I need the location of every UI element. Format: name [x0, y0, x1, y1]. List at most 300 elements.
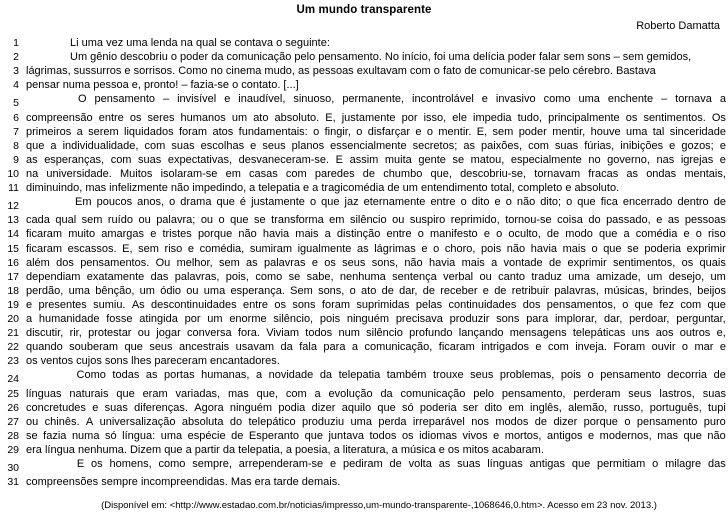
word: arrependeram-se — [238, 458, 324, 470]
line-text — [26, 92, 728, 106]
word: em — [508, 401, 524, 414]
word: modos — [495, 415, 529, 428]
line-number: 24 — [7, 373, 19, 386]
word: suspiro — [409, 214, 446, 227]
word: pediram — [342, 458, 383, 470]
text-line — [0, 312, 728, 326]
word: as — [26, 153, 38, 166]
word: não — [506, 242, 526, 255]
word: expectativas, — [167, 153, 233, 166]
word: uns — [631, 327, 650, 340]
word: se — [288, 270, 301, 283]
word: brindes, — [652, 284, 692, 297]
word: dito; — [540, 196, 562, 209]
word: planos — [291, 139, 325, 152]
word: telepáticas — [572, 327, 626, 340]
word: problemas, — [499, 369, 555, 382]
word: atingida — [139, 312, 178, 325]
word: eram — [142, 387, 168, 400]
word: impedia — [473, 111, 512, 124]
word: entre — [386, 228, 412, 241]
word: perguntar, — [676, 312, 726, 325]
text-line — [0, 195, 728, 213]
word: diferenças. — [134, 401, 188, 414]
word: individualidade, — [62, 139, 139, 152]
word: pelas — [415, 298, 443, 311]
word: o — [417, 228, 424, 241]
word: lançando — [458, 327, 504, 340]
word: oculto, — [508, 228, 541, 241]
word: uma — [68, 284, 90, 297]
word: como — [255, 270, 283, 283]
word: de — [713, 369, 726, 382]
word: justamente — [251, 196, 305, 209]
text-line — [0, 429, 728, 443]
word: presentes — [38, 298, 87, 311]
word: o — [566, 196, 573, 209]
word: as — [626, 167, 639, 180]
word: casas — [249, 167, 278, 180]
word: coisa — [557, 214, 583, 227]
word: Esperanto — [248, 429, 300, 442]
word: língua: — [122, 429, 156, 442]
word: e — [493, 429, 500, 442]
word: os — [681, 256, 694, 269]
word: amizade, — [596, 270, 641, 283]
line-text — [26, 111, 728, 125]
word: as — [246, 256, 258, 269]
text-line — [0, 256, 728, 270]
word: entre — [98, 111, 124, 124]
word: aquilo — [341, 401, 372, 414]
word: pensamento — [94, 93, 156, 106]
word: o — [433, 242, 440, 255]
word: que — [683, 429, 702, 442]
line-number: 18 — [7, 284, 19, 297]
word: porque — [197, 228, 233, 241]
word: palavras — [263, 256, 306, 269]
word: humanos — [180, 111, 226, 124]
word: dependiam — [26, 270, 81, 283]
word: fala — [299, 341, 317, 354]
word: que — [634, 298, 654, 311]
word: choro, — [444, 242, 476, 255]
word: traduz — [531, 270, 562, 283]
word: precisava — [395, 312, 443, 325]
line-text — [26, 242, 728, 256]
word: irreparável — [412, 415, 465, 428]
word: comunicação — [400, 387, 466, 400]
word: numa — [71, 429, 100, 442]
line-number: 28 — [7, 429, 19, 442]
word: e — [588, 429, 595, 442]
line-number: 22 — [7, 341, 19, 354]
word: e — [330, 458, 337, 470]
line-number: 27 — [7, 415, 19, 428]
word: das — [150, 270, 169, 283]
line-number: 1 — [13, 37, 19, 49]
word: quais — [699, 256, 726, 269]
word: o — [622, 298, 629, 311]
word: perda — [378, 415, 407, 428]
word: incontrolável — [412, 93, 474, 106]
line-number: 14 — [7, 228, 19, 241]
word: suas — [702, 387, 726, 400]
word: um — [231, 111, 248, 124]
word: silêncio, — [273, 312, 314, 325]
word: e — [26, 298, 33, 311]
word: decorria — [667, 369, 708, 382]
word: os — [129, 111, 142, 124]
word: de — [548, 256, 562, 269]
word: igualmente — [297, 242, 352, 255]
word: Como — [76, 369, 106, 382]
text-line — [0, 340, 728, 354]
word: dar, — [603, 312, 623, 325]
word: que — [603, 242, 622, 255]
word: discutir, — [26, 327, 64, 340]
word: de — [534, 415, 548, 428]
word: Agora — [194, 401, 224, 414]
line-number: 17 — [7, 270, 19, 283]
word: as — [145, 369, 158, 382]
word: Os — [711, 111, 726, 124]
word: palavras, — [174, 270, 220, 283]
word: o — [681, 341, 689, 354]
line-number: 6 — [13, 111, 19, 124]
word: para — [323, 341, 346, 354]
word: o — [587, 369, 594, 382]
word: disfarçar — [367, 125, 410, 138]
word: riso — [707, 228, 726, 241]
word: ou — [186, 284, 199, 297]
word: em — [329, 214, 345, 227]
word: os — [274, 298, 286, 311]
word: o — [313, 125, 320, 138]
word: evolução — [328, 387, 373, 400]
word: em — [225, 167, 241, 180]
line-number: 21 — [7, 327, 19, 340]
word: fora. — [237, 327, 260, 340]
word: além — [26, 256, 50, 269]
word: passado, — [606, 214, 651, 227]
word: ou — [137, 327, 150, 340]
word: exprimir — [686, 242, 726, 255]
text-line — [0, 36, 728, 50]
paragraph-indent — [26, 92, 70, 106]
word: todos — [369, 429, 397, 442]
word: a — [324, 228, 331, 241]
line-text: pensar numa pessoa e, pronto! – fazia-se o contato. [...] — [26, 79, 299, 92]
word: profundo — [409, 327, 453, 340]
word: só — [401, 401, 414, 414]
word: uma — [578, 93, 600, 106]
word: chinês. — [44, 415, 80, 428]
word: se — [254, 214, 266, 227]
word: palavra; — [156, 214, 196, 227]
line-text — [26, 125, 728, 139]
word: uma — [625, 125, 648, 138]
word: russo, — [613, 401, 644, 414]
word: porque — [583, 415, 618, 428]
word: ato — [361, 284, 377, 297]
word: um — [139, 284, 155, 297]
word: a — [76, 125, 83, 138]
text-line — [0, 475, 728, 489]
word: lastros, — [659, 387, 695, 400]
word: fazia — [43, 429, 67, 442]
word: o — [460, 196, 467, 209]
word: fundamentais: — [238, 125, 308, 138]
word: transforma — [271, 214, 324, 227]
word: homens, — [109, 458, 152, 470]
word: e — [656, 214, 663, 227]
word: silêncio — [349, 214, 387, 227]
word: descobriu-se, — [460, 167, 527, 180]
word: um — [647, 270, 663, 283]
line-number: 8 — [13, 139, 19, 152]
word: ou — [138, 214, 151, 227]
word: e — [719, 153, 726, 166]
text-line — [0, 125, 728, 139]
word: pois — [481, 242, 502, 255]
word: não — [404, 256, 423, 269]
word: e — [719, 139, 726, 152]
word: sumiram — [249, 242, 292, 255]
word: cada — [26, 214, 50, 227]
word: do — [229, 415, 243, 428]
word: e — [535, 341, 542, 354]
word: retribuir — [511, 284, 549, 297]
text-line — [0, 139, 728, 153]
word: – — [163, 93, 170, 106]
word: comédia — [635, 228, 678, 241]
word: como — [543, 93, 571, 106]
word: O — [77, 93, 87, 106]
word: uma — [568, 270, 590, 283]
word: enorme — [229, 312, 267, 325]
word: chumbo — [383, 167, 423, 180]
word: receber — [440, 284, 478, 297]
word: riso — [164, 242, 183, 255]
word: volta — [408, 458, 432, 470]
word: o — [309, 196, 317, 209]
text-line — [0, 227, 728, 241]
word: sons — [496, 312, 520, 325]
word: o — [356, 125, 363, 138]
word: naturais — [69, 387, 109, 400]
text-line — [0, 368, 728, 386]
word: seus — [342, 256, 366, 269]
word: que — [321, 196, 340, 209]
word: Foram — [613, 341, 646, 354]
word: variadas, — [175, 387, 221, 400]
word: E — [335, 153, 344, 166]
word: vontade — [503, 256, 543, 269]
word: que — [571, 458, 591, 470]
line-text — [26, 256, 728, 270]
word: E — [76, 458, 85, 470]
word: sempre, — [192, 458, 232, 470]
word: a — [255, 369, 263, 382]
word: modo — [565, 228, 593, 241]
line-text: compreensões sempre incompreendidas. Mas era tarde demais. — [26, 476, 341, 489]
word: os — [91, 458, 103, 470]
word: gozos; — [681, 139, 714, 152]
word: com — [285, 167, 307, 180]
line-text — [26, 167, 728, 181]
word: mas — [657, 429, 678, 442]
word: da — [380, 387, 393, 400]
word: foram — [178, 125, 208, 138]
line-text — [26, 415, 728, 429]
word: humanidade — [38, 312, 100, 325]
word: comunicação, — [364, 341, 433, 354]
word: dizer — [553, 415, 578, 428]
word: sumiu. — [93, 298, 126, 311]
word: e — [683, 228, 690, 241]
word: com — [528, 139, 549, 152]
word: tristes — [162, 228, 192, 241]
word: não — [707, 429, 726, 442]
word: desvaneceram-se. — [238, 153, 330, 166]
word: pensamentos. — [80, 256, 150, 269]
word: ato — [253, 111, 269, 124]
word: gente — [418, 153, 446, 166]
line-number: 15 — [7, 242, 19, 255]
line-text — [26, 312, 728, 326]
word: – — [661, 93, 668, 106]
word: inglês, — [530, 401, 562, 414]
word: jogar — [156, 327, 181, 340]
word: sons, — [371, 256, 399, 269]
word: ninguém — [229, 401, 273, 414]
word: da — [280, 341, 293, 354]
word: humanas, — [201, 369, 250, 382]
word: mortos, — [504, 429, 542, 442]
word: ele — [452, 111, 467, 124]
text-line — [0, 387, 728, 401]
word: governo, — [607, 153, 650, 166]
word: beijos — [697, 284, 726, 297]
line-text — [26, 227, 728, 241]
word: tornou-se — [505, 214, 552, 227]
word: as — [438, 458, 451, 470]
line-number: 4 — [13, 79, 19, 92]
word: com — [144, 139, 166, 152]
word: esperança. — [230, 284, 285, 297]
word: alemão, — [568, 401, 608, 414]
word: absoluta — [181, 415, 224, 428]
word: perdoar, — [629, 312, 670, 325]
line-text: diminuindo, mas infelizmente não impedindo, a telepatia e a tragicomédia de um entendimento total, completo e absoluto. — [26, 182, 620, 195]
word: de — [362, 167, 376, 180]
word: que — [577, 196, 596, 209]
word: tal — [652, 125, 665, 138]
word: Viviam — [266, 327, 299, 340]
word: fica — [600, 196, 618, 209]
word: liquidados — [124, 125, 174, 138]
word: produzir — [449, 312, 490, 325]
word: não — [238, 228, 257, 241]
line-text — [26, 195, 728, 209]
word: dito — [484, 401, 503, 414]
word: mais — [295, 228, 319, 241]
word: de — [389, 458, 402, 470]
line-text — [26, 387, 728, 401]
word: com — [680, 298, 702, 311]
word: secretos; — [412, 139, 458, 152]
word: de — [231, 429, 244, 442]
word: portas — [164, 369, 195, 382]
line-text: lágrimas, sussurros e sorrisos. Como no cinema mudo, as pessoas exultavam com o fato de comunicar-se pelo cérebro. Bastava — [26, 65, 656, 78]
line-text: Um gênio descobriu o poder da comunicação pelo pensamento. No início, foi uma delícia poder falar sem sons – sem gemidos, — [70, 51, 692, 64]
word: pois, — [225, 270, 249, 283]
word: o — [695, 228, 702, 241]
word: e — [187, 242, 194, 255]
word: nos — [471, 415, 489, 428]
word: manifesto — [429, 228, 478, 241]
word: rir, — [69, 327, 82, 340]
word: fúrias, — [584, 139, 615, 152]
line-number: 19 — [7, 298, 19, 311]
word: nenhuma — [339, 270, 386, 283]
source-citation: (Disponível em: <http://www.estadao.com.br/noticias/impresso,um-mundo-transparente-,1068646,0.htm>. Acesso em 23 nov. 2013.) — [101, 500, 657, 512]
word: compreensão — [26, 111, 93, 124]
word: qual — [55, 214, 77, 227]
word: lágrimas — [374, 242, 416, 255]
word: pessoas — [684, 214, 726, 227]
word: dentro — [677, 196, 709, 209]
word: serem — [88, 125, 119, 138]
word: da — [319, 369, 333, 382]
word: que, — [430, 167, 452, 180]
word: sons — [292, 298, 316, 311]
line-text — [26, 401, 728, 415]
word: se — [26, 429, 38, 442]
word: paixões, — [481, 139, 523, 152]
text-line — [0, 64, 728, 78]
line-text — [26, 139, 728, 153]
word: antigas — [529, 458, 566, 470]
word: antigos — [547, 429, 583, 442]
word: que — [216, 196, 235, 209]
word: perderam — [573, 387, 621, 400]
word: trouxe — [433, 369, 464, 382]
word: é — [239, 196, 247, 209]
document-author: Roberto Damatta — [636, 20, 720, 32]
word: exatamente — [86, 270, 145, 283]
line-number: 29 — [7, 443, 19, 456]
word: inibições — [620, 139, 664, 152]
word: sons, — [318, 284, 345, 297]
word: ficaram — [26, 242, 63, 255]
paragraph-indent — [26, 457, 70, 471]
word: a — [26, 312, 33, 325]
word: do — [588, 214, 601, 227]
line-text: os ventos cujos sons lhes pareceram encantadores. — [26, 355, 280, 368]
word: sem — [81, 214, 103, 227]
word: os — [625, 111, 638, 124]
word: dito — [471, 196, 490, 209]
word: que — [304, 429, 323, 442]
word: E, — [476, 125, 488, 138]
word: seus — [470, 369, 494, 382]
word: juntava — [328, 429, 364, 442]
word: isso, — [423, 111, 447, 124]
text-line — [0, 213, 728, 227]
word: dar, — [399, 284, 418, 297]
